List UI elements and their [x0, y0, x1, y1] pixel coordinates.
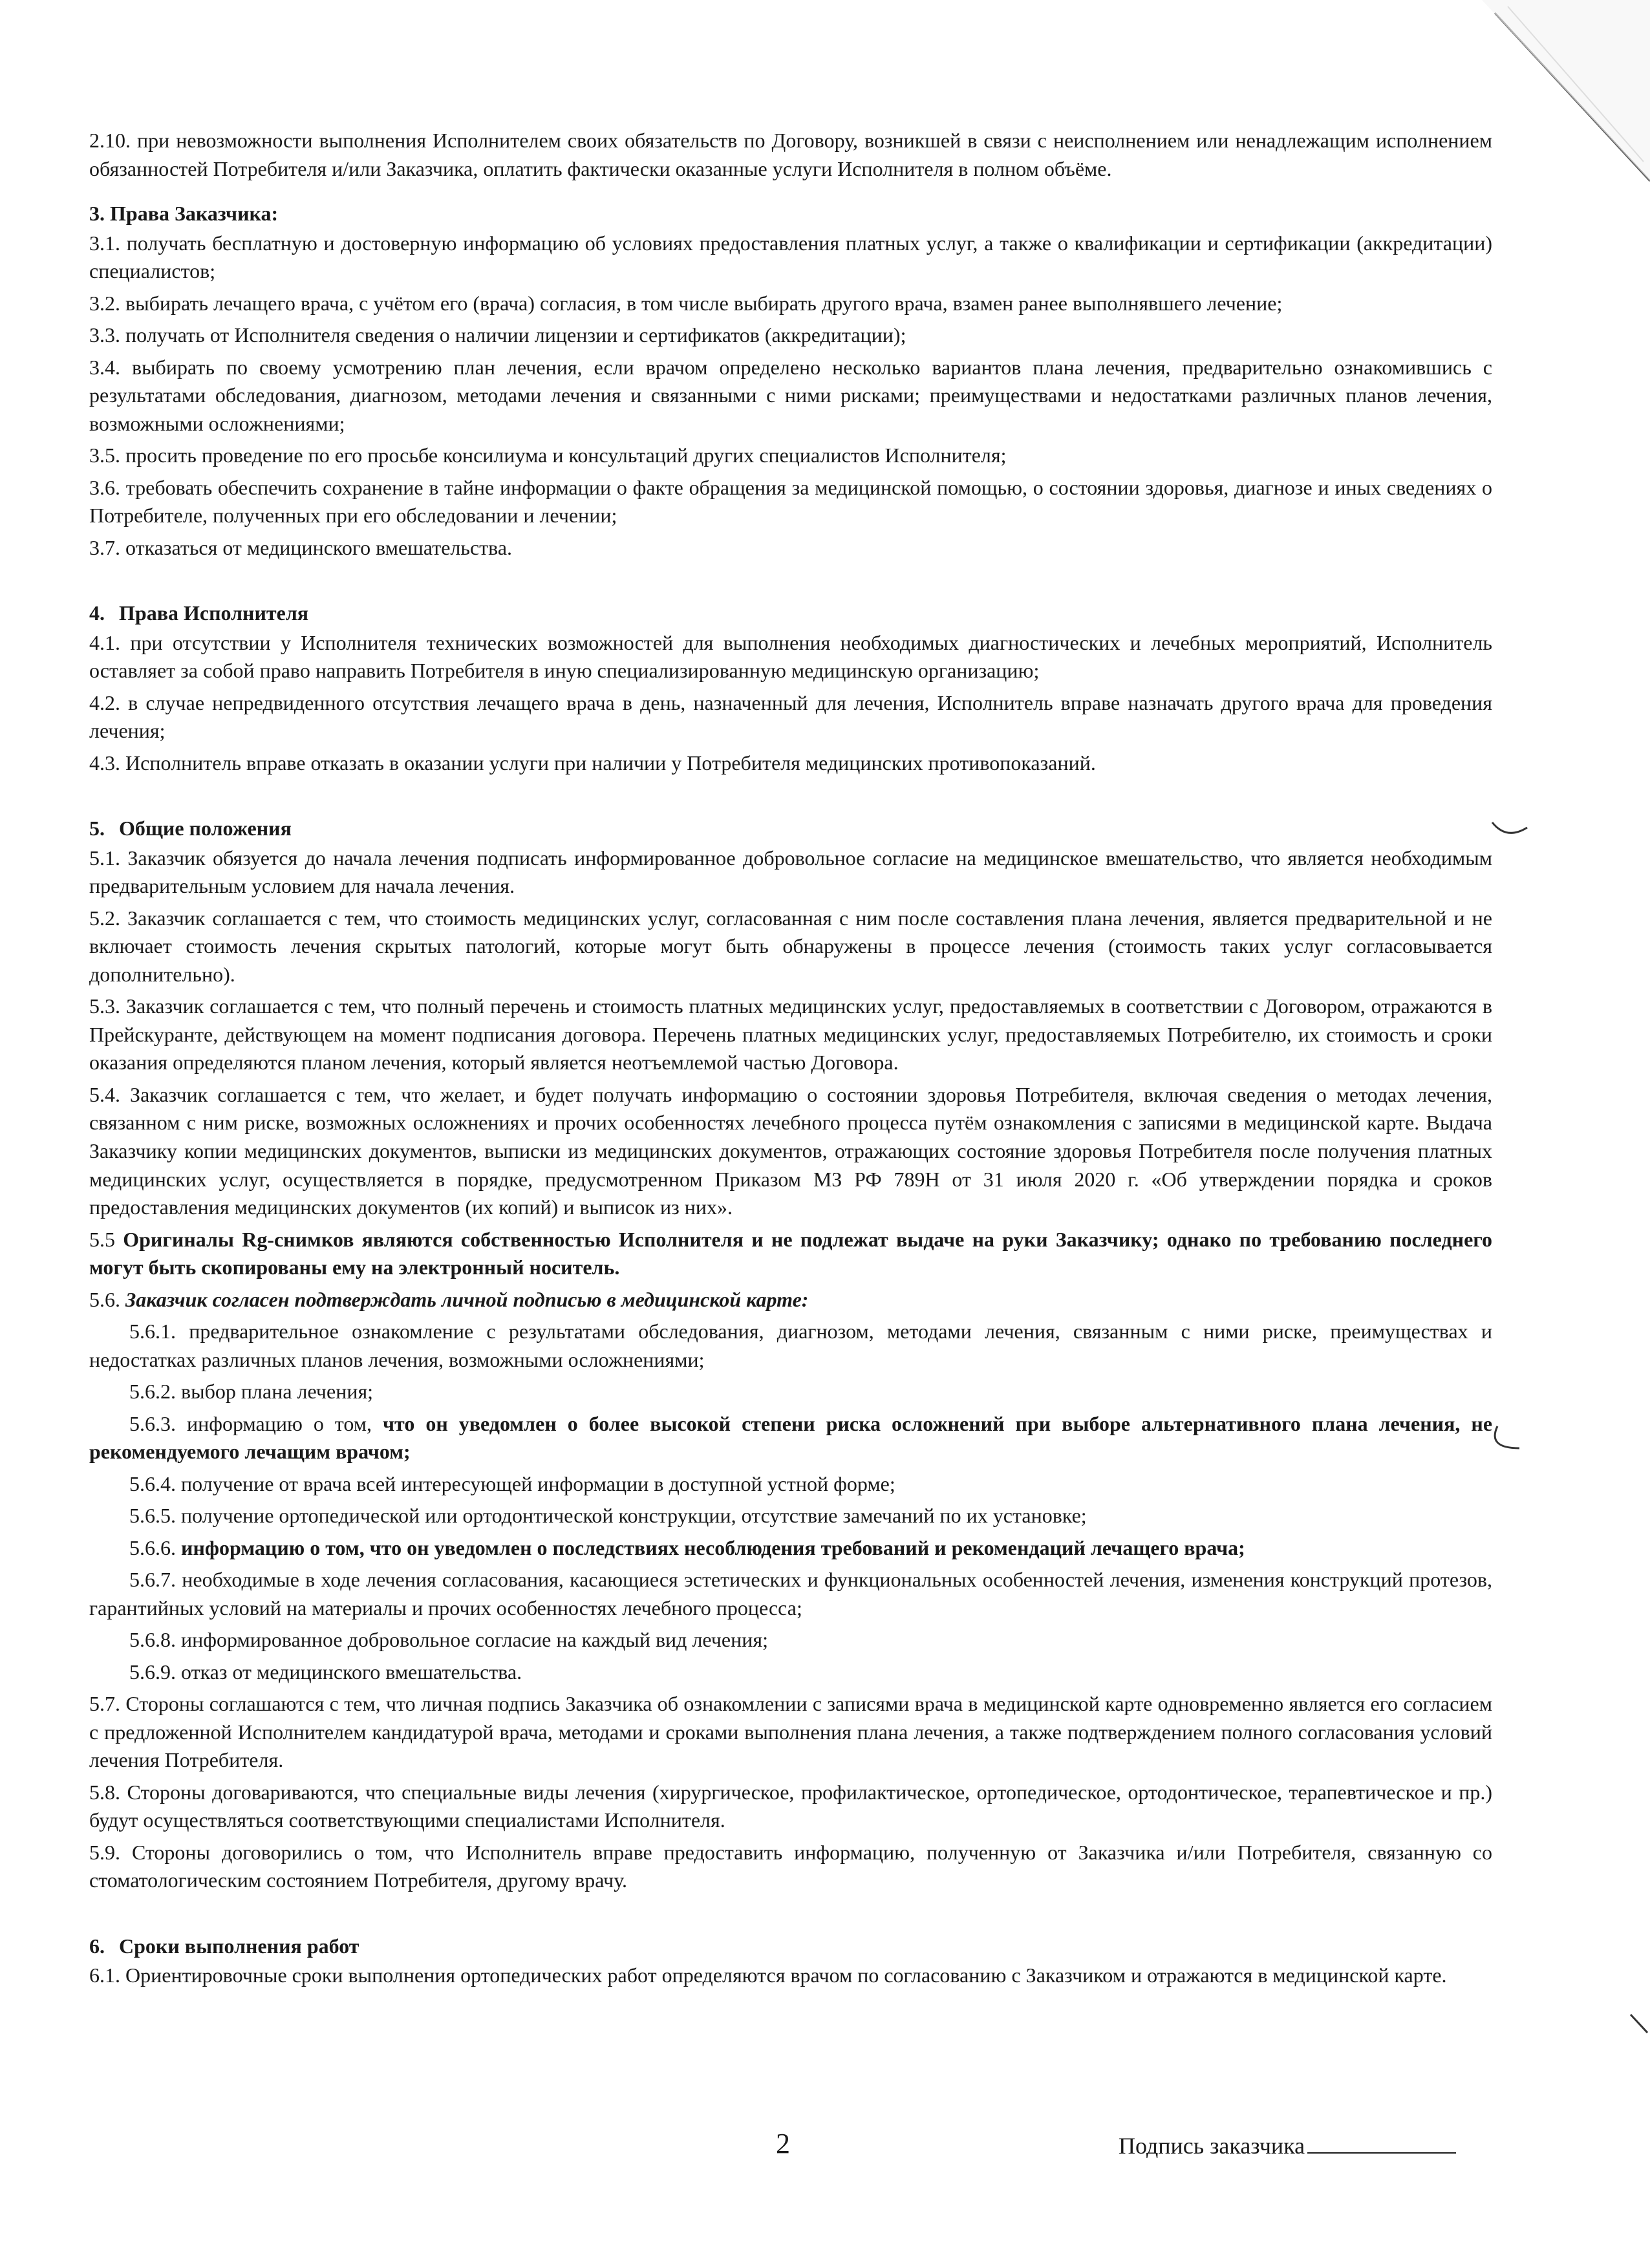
clause-3-5: 3.5. просить проведение по его просьбе консилиума и консультаций других специалистов Исполнителя; — [89, 444, 1007, 467]
clause-5-6-6-text: информацию о том, что он уведомлен о последствиях несоблюдения требований и рекомендаций лечащего врача; — [181, 1535, 1245, 1559]
clause-5-6-1: 5.6.1. предварительное ознакомление с результатами обследования, диагнозом, методами лечения, связанным с ними риске, преимуществах и недостатках различных планов лечения, возможными осложнениями; — [89, 1320, 1492, 1371]
binder-hole-mark — [1487, 808, 1532, 847]
section-5 — [89, 815, 1492, 1895]
clause-4-1: 4.1. при отсутствии у Исполнителя технических возможностей для выполнения необходимых диагностических и лечебных мероприятий, Исполнитель оставляет за собой право направить Потребителя в иную специализированную медицинскую организацию; — [89, 630, 1492, 683]
clause-3-6: 3.6. требовать обеспечить сохранение в тайне информации о факте обращения за медицинской помощью, о состоянии здоровья, диагнозе и иных сведениях о Потребителе, полученных при его обследовании и лечении; — [89, 475, 1492, 528]
section-6-title-text: Сроки выполнения работ — [119, 1934, 359, 1958]
section-3 — [89, 200, 1492, 562]
clause-5-6-2: 5.6.2. выбор плана лечения; — [129, 1380, 374, 1404]
signature-label: Подпись заказчика — [1119, 2133, 1305, 2159]
section-6 — [89, 1932, 1492, 1990]
clause-5-1: 5.1. Заказчик обязуется до начала лечения подписать информированное добровольное согласие на медицинское вмешательство, что является необходимым предварительным условием для начала лечения. — [89, 846, 1492, 898]
clause-5-2: 5.2. Заказчик соглашается с тем, что стоимость медицинских услуг, согласованная с ним после составления плана лечения, является предварительной и не включает стоимость лечения скрытых патологий, которые могут быть обнаружены в процессе лечения (стоимость таких услуг согласовывается дополнительно). — [89, 906, 1492, 986]
clause-3-7: 3.7. отказаться от медицинского вмешательства. — [89, 535, 513, 559]
document-page — [89, 127, 1492, 1994]
section-4 — [89, 599, 1492, 777]
section-4-number: 4. — [89, 601, 105, 625]
clause-5-6-6-lead: 5.6.6. — [129, 1535, 176, 1559]
section-6-number: 6. — [89, 1934, 105, 1958]
clause-5-5 — [89, 1226, 1492, 1282]
clause-5-6-9: 5.6.9. отказ от медицинского вмешательства. — [129, 1660, 522, 1684]
clause-3-4: 3.4. выбирать по своему усмотрению план лечения, если врачом определено несколько вариантов плана лечения, предварительно ознакомившись с результатами обследования, диагнозом, методами лечения и связанными с ними рисками; преимуществами и недостатками различных планов лечения, возможными осложнениями; — [89, 355, 1492, 435]
section-4-title-text: Права Исполнителя — [119, 601, 309, 625]
clause-5-6-5: 5.6.5. получение ортопедической или ортодонтической конструкции, отсутствие замечаний по их установке; — [129, 1504, 1087, 1528]
signature-block — [1119, 2132, 1456, 2159]
clause-3-3: 3.3. получать от Исполнителя сведения о наличии лицензии и сертификатов (аккредитации); — [89, 323, 906, 347]
clause-5-6-number: 5.6. — [89, 1287, 120, 1311]
clause-5-6-6 — [89, 1534, 1492, 1563]
clause-5-4: 5.4. Заказчик соглашается с тем, что желает, и будет получать информацию о состоянии здоровья Потребителя, включая сведения о методах лечения, связанном с ним риске, возможных осложнениях и прочих особенностях лечебного процесса путём ознакомления с записями в медицинской карте. Выдача Заказчику копии медицинских документов, выписки из медицинских документов, отражающих состояние здоровья Потребителя после получения платных медицинских услуг, осуществляется в порядке, предусмотренном Приказом МЗ РФ 789Н от 31 июля 2020 г. «Об утверждении порядка и сроков предоставления медицинских документов (их копий) и выписок из них». — [89, 1082, 1492, 1219]
section-4-title — [89, 599, 1492, 628]
clause-5-6-3 — [89, 1410, 1492, 1466]
clause-4-2: 4.2. в случае непредвиденного отсутствия лечащего врача в день, назначенный для лечения, Исполнитель вправе назначать другого врача для проведения лечения; — [89, 690, 1492, 743]
section-5-title — [89, 815, 1492, 843]
clause-5-6-3-lead: 5.6.3. информацию о том, — [129, 1411, 372, 1435]
clause-5-6-7: 5.6.7. необходимые в ходе лечения согласования, касающиеся эстетических и функциональных особенностей лечения, изменения конструкций протезов, гарантийных условий на материалы и прочих особенностях лечебного процесса; — [89, 1568, 1492, 1620]
clause-5-6-3-text: что он уведомлен о более высокой степени риска осложнений при выборе альтернативного плана лечения, не рекомендуемого лечащим врачом; — [89, 1411, 1493, 1464]
signature-line[interactable] — [1307, 2134, 1456, 2154]
section-5-title-text: Общие положения — [119, 817, 292, 840]
section-6-title — [89, 1932, 1492, 1961]
clause-3-2: 3.2. выбирать лечащего врача, с учётом его (врача) согласия, в том числе выбирать другого врача, взамен ранее выполнявшего лечение; — [89, 291, 1283, 315]
clause-5-5-number: 5.5 — [89, 1227, 115, 1251]
clause-6-1: 6.1. Ориентировочные сроки выполнения ортопедических работ определяются врачом по согласованию с Заказчиком и отражаются в медицинской карте. — [89, 1963, 1447, 1987]
clause-5-3: 5.3. Заказчик соглашается с тем, что полный перечень и стоимость платных медицинских услуг, предоставляемых в соответствии с Договором, отражаются в Прейскуранте, действующем на момент подписания договора. Перечень платных медицинских услуг, предоставляемых Потребителю, их стоимость и сроки оказания определяются планом лечения, который является неотъемлемой частью Договора. — [89, 994, 1492, 1075]
clause-5-6-8: 5.6.8. информированное добровольное согласие на каждый вид лечения; — [129, 1628, 768, 1652]
clause-5-8: 5.8. Стороны договариваются, что специальные виды лечения (хирургическое, профилактическое, ортопедическое, ортодонтическое, терапевтическое и пр.) будут осуществляться соответствующими специалистами Исполнителя. — [89, 1780, 1492, 1832]
clause-5-9: 5.9. Стороны договорились о том, что Исполнитель вправе предоставить информацию, полученную от Заказчика и/или Потребителя, связанную со стоматологическим состоянием Потребителя, другому врачу. — [89, 1840, 1492, 1892]
section-5-number: 5. — [89, 817, 105, 840]
clause-5-7: 5.7. Стороны соглашаются с тем, что личная подпись Заказчика об ознакомлении с записями врача в медицинской карте одновременно является его согласием с предложенной Исполнителем кандидатурой врача, методами и сроками выполнения плана лечения, а также подтверждением полного согласования условий лечения Потребителя. — [89, 1692, 1492, 1772]
section-3-title: 3. Права Заказчика: — [89, 202, 279, 226]
edge-mark — [1629, 2011, 1649, 2037]
binder-hole-mark — [1487, 1422, 1532, 1461]
page-number: 2 — [776, 2128, 790, 2159]
clause-5-5-text: Оригиналы Rg-снимков являются собственностью Исполнителя и не подлежат выдаче на руки Заказчику; однако по требованию последнего могут быть скопированы ему на электронный носитель. — [89, 1227, 1493, 1279]
clause-2-10: 2.10. при невозможности выполнения Исполнителем своих обязательств по Договору, возникшей в связи с неисполнением или ненадлежащим исполнением обязанностей Потребителя и/или Заказчика, оплатить фактически оказанные услуги Исполнителя в полном объёме. — [89, 129, 1492, 180]
clause-3-1: 3.1. получать бесплатную и достоверную информацию об условиях предоставления платных услуг, а также о квалификации и сертификации (аккредитации) специалистов; — [89, 231, 1492, 283]
clause-5-6-4: 5.6.4. получение от врача всей интересующей информации в доступной устной форме; — [129, 1471, 895, 1495]
clause-5-6 — [89, 1286, 1492, 1314]
clause-4-3: 4.3. Исполнитель вправе отказать в оказании услуги при наличии у Потребителя медицинских противопоказаний. — [89, 751, 1096, 775]
clause-5-6-text: Заказчик согласен подтверждать личной подписью в медицинской карте: — [125, 1287, 809, 1311]
